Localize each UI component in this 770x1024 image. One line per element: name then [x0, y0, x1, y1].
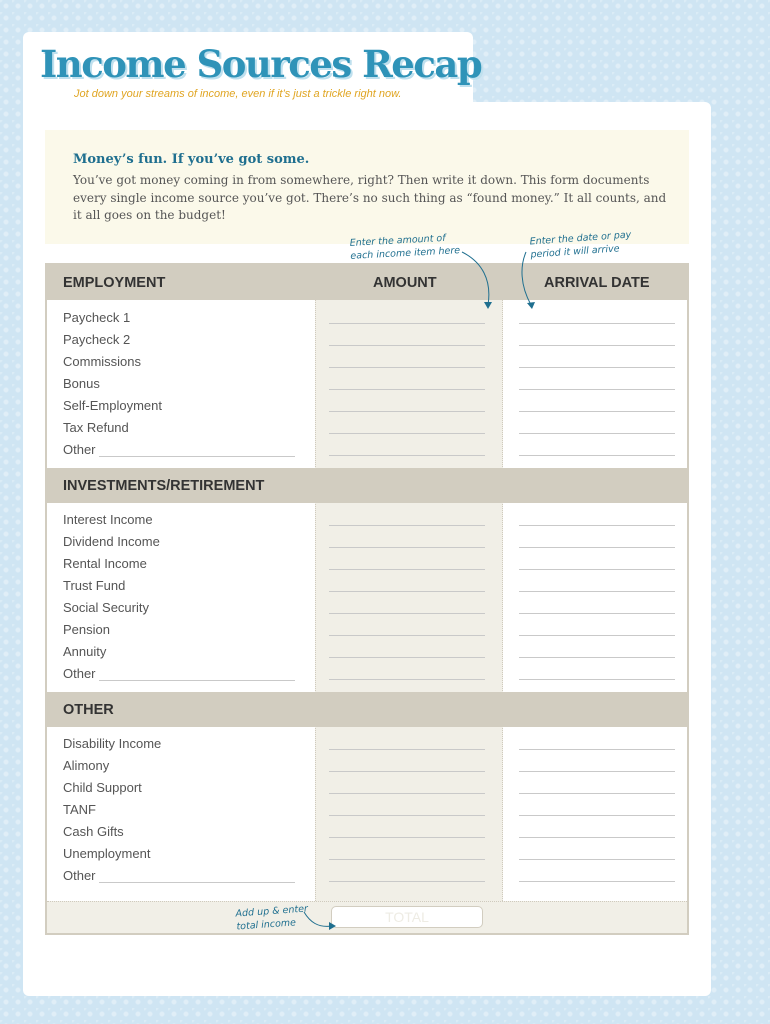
row-label: Trust Fund: [63, 578, 126, 593]
column-header-amount: AMOUNT: [373, 275, 437, 291]
page-title: Income Sources Recap: [40, 42, 482, 86]
amount-hint-line: each income item here: [350, 245, 461, 262]
column-header-arrival-date: ARRIVAL DATE: [544, 275, 650, 291]
section-title: EMPLOYMENT: [63, 275, 166, 291]
intro-heading: Money’s fun. If you’ve got some.: [73, 152, 310, 167]
arrowhead-icon: [329, 922, 336, 930]
row-label: Other: [63, 442, 96, 457]
amount-hint-line: Enter the amount of: [349, 232, 446, 249]
row-label: Child Support: [63, 780, 142, 795]
row-label: Cash Gifts: [63, 824, 124, 839]
total-hint-line: total income: [236, 917, 297, 933]
section-title: INVESTMENTS/RETIREMENT: [63, 478, 265, 494]
total-hint-line: Add up & enter: [235, 903, 309, 920]
page-subtitle: Jot down your streams of income, even if it’s just a trickle right now.: [74, 88, 402, 100]
row-label: Paycheck 1: [63, 310, 131, 325]
total-input[interactable]: TOTAL: [331, 906, 483, 928]
row-label: Pension: [63, 622, 110, 637]
row-label: Social Security: [63, 600, 149, 615]
amount-hint-arrow: [462, 252, 489, 305]
row-label: Commissions: [63, 354, 142, 369]
row-label: Alimony: [63, 758, 110, 773]
row-label: Rental Income: [63, 556, 147, 571]
date-hint-line: period it will arrive: [530, 243, 620, 261]
row-label: Annuity: [63, 644, 107, 659]
row-label: TANF: [63, 802, 96, 817]
row-label: Other: [63, 868, 96, 883]
intro-body: You’ve got money coming in from somewhere, right? Then write it down. This form documents every single income source you’ve got. There’s no such thing as “found money.” It all counts, and it all goes on the budget!: [73, 173, 667, 222]
row-label: Unemployment: [63, 846, 151, 861]
row-label: Tax Refund: [63, 420, 129, 435]
arrowhead-icon: [484, 302, 492, 309]
row-label: Dividend Income: [63, 534, 160, 549]
total-hint-arrow: [304, 912, 332, 926]
row-label: Disability Income: [63, 736, 162, 751]
date-hint-arrow: [522, 252, 531, 305]
row-label: Paycheck 2: [63, 332, 131, 347]
row-label: Self-Employment: [63, 398, 162, 413]
section-title: OTHER: [63, 702, 114, 718]
date-hint-line: Enter the date or pay: [529, 229, 632, 248]
row-label: Interest Income: [63, 512, 153, 527]
arrowhead-icon: [527, 302, 535, 309]
row-label: Other: [63, 666, 96, 681]
row-label: Bonus: [63, 376, 100, 391]
